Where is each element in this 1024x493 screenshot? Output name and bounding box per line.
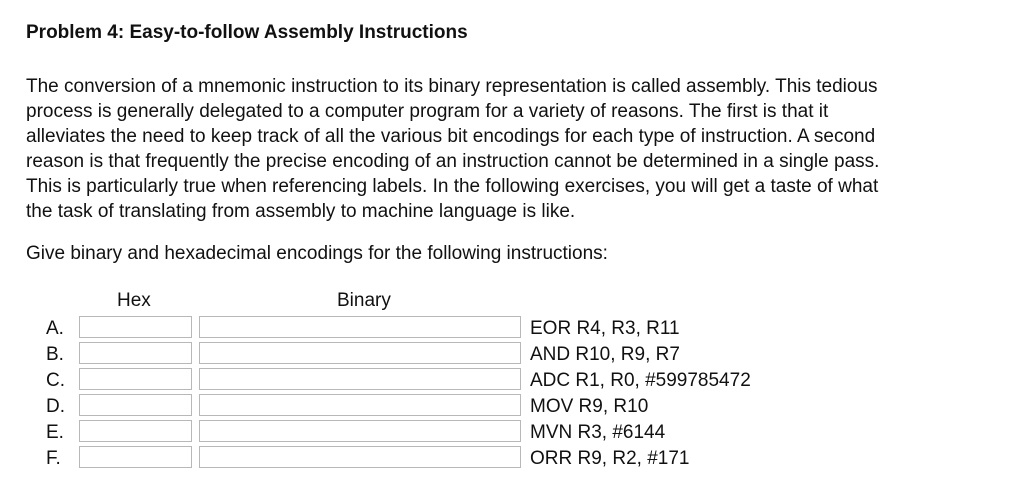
hex-input[interactable] (79, 316, 192, 338)
answer-row-e (0, 420, 1024, 446)
row-letter: F. (46, 448, 61, 469)
binary-input[interactable] (199, 316, 521, 338)
instruction-text: ADC R1, R0, #599785472 (530, 370, 751, 391)
answer-row-a (0, 316, 1024, 342)
hex-input[interactable] (79, 394, 192, 416)
hex-input[interactable] (79, 368, 192, 390)
binary-input[interactable] (199, 394, 521, 416)
binary-input[interactable] (199, 420, 521, 442)
instruction-text: AND R10, R9, R7 (530, 344, 680, 365)
instruction-text: MVN R3, #6144 (530, 422, 666, 443)
description-line: This is particularly true when referencing labels. In the following exercises, you will get a taste of what (26, 176, 879, 197)
problem-title: Problem 4: Easy-to-follow Assembly Instructions (26, 22, 468, 43)
description-line: The conversion of a mnemonic instruction to its binary representation is called assembly. This tedious (26, 76, 878, 97)
row-letter: C. (46, 370, 65, 391)
row-letter: B. (46, 344, 64, 365)
description-line: the task of translating from assembly to machine language is like. (26, 201, 576, 222)
description-line: reason is that frequently the precise encoding of an instruction cannot be determined in a single pass. (26, 151, 880, 172)
row-letter: D. (46, 396, 65, 417)
binary-input[interactable] (199, 342, 521, 364)
instruction-text: ORR R9, R2, #171 (530, 448, 690, 469)
binary-column-header: Binary (337, 290, 391, 311)
binary-input[interactable] (199, 368, 521, 390)
row-letter: A. (46, 318, 64, 339)
answer-row-f (0, 446, 1024, 472)
answer-row-b (0, 342, 1024, 368)
binary-input[interactable] (199, 446, 521, 468)
answer-row-c (0, 368, 1024, 394)
instruction-text: EOR R4, R3, R11 (530, 318, 680, 339)
description-line: alleviates the need to keep track of all the various bit encodings for each type of instruction. A second (26, 126, 876, 147)
row-letter: E. (46, 422, 64, 443)
hex-column-header: Hex (117, 290, 151, 311)
answer-row-d (0, 394, 1024, 420)
instructions-prompt: Give binary and hexadecimal encodings for the following instructions: (26, 243, 608, 264)
description-line: process is generally delegated to a computer program for a variety of reasons. The first is that it (26, 101, 829, 122)
instruction-text: MOV R9, R10 (530, 396, 649, 417)
hex-input[interactable] (79, 446, 192, 468)
problem-description (26, 74, 1011, 224)
hex-input[interactable] (79, 420, 192, 442)
hex-input[interactable] (79, 342, 192, 364)
